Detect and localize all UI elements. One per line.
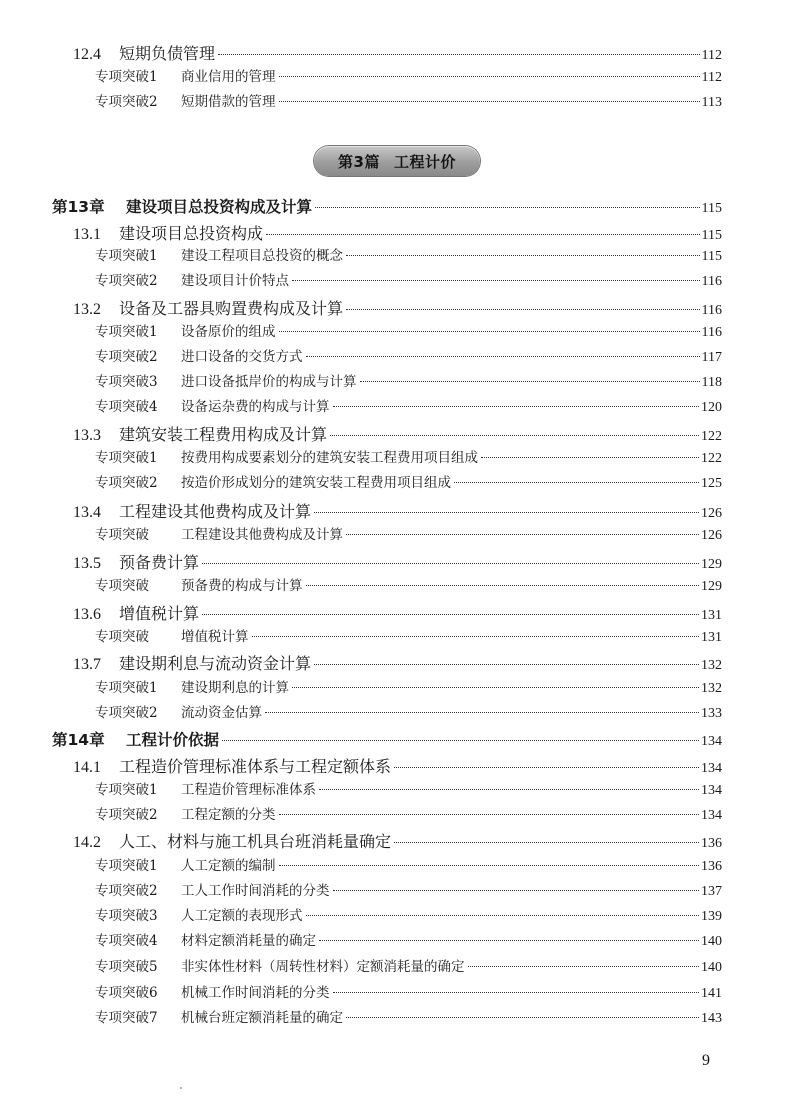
toc-dot-leader bbox=[319, 940, 699, 941]
toc-entry-topic bbox=[95, 935, 722, 949]
toc-entry-title: 预备费的构成与计算 bbox=[181, 578, 303, 594]
toc-entry-page: 118 bbox=[701, 375, 722, 390]
toc-entry-title: 建筑安装工程费用构成及计算 bbox=[119, 425, 328, 444]
toc-entry-title: 增值税计算 bbox=[181, 629, 249, 645]
toc-entry-page: 116 bbox=[701, 325, 722, 340]
toc-entry-topic bbox=[95, 376, 722, 390]
toc-entry-number: 专项突破2 bbox=[95, 349, 158, 365]
toc-entry-topic bbox=[95, 987, 722, 1001]
toc-entry-number: 专项突破2 bbox=[95, 94, 158, 110]
toc-entry-number: 专项突破3 bbox=[95, 908, 158, 924]
toc-entry-title: 工程定额的分类 bbox=[181, 807, 276, 823]
toc-entry-number: 专项突破6 bbox=[95, 985, 158, 1001]
toc-entry-title: 设备原价的组成 bbox=[181, 324, 276, 340]
toc-entry-page: 134 bbox=[701, 783, 722, 798]
toc-dot-leader bbox=[314, 512, 699, 513]
toc-entry-title: 建设工程项目总投资的概念 bbox=[181, 248, 343, 264]
toc-entry-title: 工程造价管理标准体系 bbox=[181, 782, 316, 798]
toc-entry-number: 专项突破1 bbox=[95, 248, 158, 264]
toc-entry-page: 131 bbox=[701, 630, 722, 645]
toc-entry-topic bbox=[95, 784, 722, 798]
toc-entry-section bbox=[73, 834, 722, 851]
toc-entry-page: 113 bbox=[701, 95, 722, 110]
toc-dot-leader bbox=[279, 814, 700, 815]
toc-entry-number: 13.5 bbox=[73, 555, 101, 572]
toc-entry-title: 短期借款的管理 bbox=[181, 94, 276, 110]
toc-entry-title: 建设项目总投资构成 bbox=[119, 224, 264, 243]
toc-entry-page: 141 bbox=[701, 986, 722, 1001]
toc-entry-page: 116 bbox=[701, 303, 722, 318]
toc-entry-number: 专项突破1 bbox=[95, 450, 158, 466]
toc-entry-title: 工程建设其他费构成及计算 bbox=[119, 502, 312, 521]
toc-entry-section bbox=[73, 226, 722, 243]
toc-entry-topic bbox=[95, 860, 722, 874]
toc-dot-leader bbox=[315, 207, 700, 208]
toc-entry-number: 专项突破7 bbox=[95, 1010, 158, 1026]
toc-entry-title: 商业信用的管理 bbox=[181, 69, 276, 85]
toc-entry-page: 132 bbox=[701, 658, 722, 673]
toc-dot-leader bbox=[202, 563, 699, 564]
toc-entry-topic bbox=[95, 707, 722, 721]
part-banner-title: 工程计价 bbox=[393, 152, 456, 171]
toc-entry-title: 人工定额的表现形式 bbox=[181, 908, 303, 924]
toc-entry-title: 按费用构成要素划分的建筑安装工程费用项目组成 bbox=[181, 450, 478, 466]
toc-entry-page: 115 bbox=[701, 249, 722, 264]
toc-entry-number: 专项突破2 bbox=[95, 705, 158, 721]
toc-entry-page: 117 bbox=[701, 350, 722, 365]
toc-dot-leader bbox=[202, 614, 699, 615]
toc-entry-number: 第14章 bbox=[52, 731, 105, 749]
toc-entry-title: 机械台班定额消耗量的确定 bbox=[181, 1010, 343, 1026]
toc-entry-title: 工程造价管理标准体系与工程定额体系 bbox=[119, 757, 392, 776]
toc-dot-leader bbox=[468, 966, 700, 967]
toc-entry-title: 预备费计算 bbox=[119, 553, 200, 572]
toc-entry-number: 专项突破1 bbox=[95, 858, 158, 874]
toc-entry-page: 115 bbox=[701, 201, 722, 216]
toc-entry-number: 13.2 bbox=[73, 301, 101, 318]
toc-entry-title: 工人工作时间消耗的分类 bbox=[181, 883, 330, 899]
toc-entry-number: 14.1 bbox=[73, 759, 101, 776]
toc-entry-number: 专项突破2 bbox=[95, 273, 158, 289]
toc-entry-topic bbox=[95, 580, 722, 594]
toc-entry-number: 专项突破3 bbox=[95, 374, 158, 390]
toc-dot-leader bbox=[481, 457, 699, 458]
toc-entry-number: 12.4 bbox=[73, 46, 101, 63]
toc-entry-topic bbox=[95, 275, 722, 289]
toc-entry-page: 134 bbox=[701, 761, 722, 776]
toc-entry-number: 专项突破1 bbox=[95, 680, 158, 696]
toc-entry-number: 专项突破1 bbox=[95, 324, 158, 340]
toc-entry-title: 人工定额的编制 bbox=[181, 858, 276, 874]
toc-dot-leader bbox=[222, 740, 699, 741]
toc-dot-leader bbox=[360, 381, 700, 382]
toc-entry-topic bbox=[95, 351, 722, 365]
toc-entry-topic bbox=[95, 96, 722, 110]
toc-entry-number: 专项突破5 bbox=[95, 959, 158, 975]
toc-entry-page: 134 bbox=[701, 734, 722, 749]
toc-entry-title: 进口设备的交货方式 bbox=[181, 349, 303, 365]
toc-dot-leader bbox=[279, 331, 700, 332]
toc-dot-leader bbox=[333, 890, 700, 891]
toc-entry-title: 建设期利息的计算 bbox=[181, 680, 289, 696]
toc-entry-number: 13.6 bbox=[73, 606, 101, 623]
toc-entry-title: 建设期利息与流动资金计算 bbox=[119, 654, 312, 673]
toc-entry-page: 126 bbox=[701, 506, 722, 521]
toc-entry-title: 短期负债管理 bbox=[119, 44, 216, 63]
toc-dot-leader bbox=[333, 406, 700, 407]
toc-entry-title: 建设项目计价特点 bbox=[181, 273, 289, 289]
toc-entry-page: 120 bbox=[701, 400, 722, 415]
toc-entry-topic bbox=[95, 961, 722, 975]
toc-entry-number: 专项突破1 bbox=[95, 782, 158, 798]
toc-entry-title: 流动资金估算 bbox=[181, 705, 262, 721]
toc-dot-leader bbox=[333, 992, 700, 993]
toc-entry-number: 13.7 bbox=[73, 656, 101, 673]
part-banner bbox=[314, 146, 480, 176]
toc-entry-page: 134 bbox=[701, 808, 722, 823]
toc-entry-number: 专项突破 bbox=[95, 527, 149, 543]
toc-entry-chapter bbox=[52, 733, 722, 749]
toc-entry-number: 13.1 bbox=[73, 226, 101, 243]
toc-entry-page: 115 bbox=[701, 228, 722, 243]
toc-entry-title: 设备运杂费的构成与计算 bbox=[181, 399, 330, 415]
toc-entry-title: 增值税计算 bbox=[119, 604, 200, 623]
toc-entry-title: 工程计价依据 bbox=[126, 731, 220, 749]
toc-entry-page: 143 bbox=[701, 1011, 722, 1026]
toc-entry-number: 专项突破4 bbox=[95, 933, 158, 949]
toc-entry-page: 139 bbox=[701, 909, 722, 924]
toc-entry-title: 非实体性材料（周转性材料）定额消耗量的确定 bbox=[181, 959, 465, 975]
toc-entry-page: 112 bbox=[701, 48, 722, 63]
scan-speck bbox=[180, 1087, 182, 1089]
toc-dot-leader bbox=[265, 712, 699, 713]
toc-dot-leader bbox=[454, 482, 699, 483]
toc-entry-section bbox=[73, 504, 722, 521]
toc-entry-section bbox=[73, 427, 722, 444]
toc-dot-leader bbox=[319, 789, 699, 790]
toc-entry-page: 129 bbox=[701, 557, 722, 572]
toc-entry-page: 137 bbox=[701, 884, 722, 899]
toc-dot-leader bbox=[394, 767, 699, 768]
toc-dot-leader bbox=[346, 255, 700, 256]
toc-entry-page: 122 bbox=[701, 429, 722, 444]
toc-entry-title: 机械工作时间消耗的分类 bbox=[181, 985, 330, 1001]
toc-entry-section bbox=[73, 759, 722, 776]
toc-entry-topic bbox=[95, 682, 722, 696]
toc-dot-leader bbox=[279, 865, 700, 866]
toc-entry-topic bbox=[95, 250, 722, 264]
toc-entry-section bbox=[73, 606, 722, 623]
toc-dot-leader bbox=[266, 234, 700, 235]
toc-entry-topic bbox=[95, 1012, 722, 1026]
toc-entry-title: 工程建设其他费构成及计算 bbox=[181, 527, 343, 543]
toc-entry-title: 按造价形成划分的建筑安装工程费用项目组成 bbox=[181, 475, 451, 491]
toc-dot-leader bbox=[314, 664, 699, 665]
toc-entry-topic bbox=[95, 452, 722, 466]
toc-entry-number: 专项突破 bbox=[95, 629, 149, 645]
toc-entry-page: 122 bbox=[701, 451, 722, 466]
toc-entry-topic bbox=[95, 401, 722, 415]
toc-dot-leader bbox=[292, 280, 700, 281]
toc-entry-title: 设备及工器具购置费构成及计算 bbox=[119, 299, 344, 318]
toc-entry-title: 材料定额消耗量的确定 bbox=[181, 933, 316, 949]
toc-entry-topic bbox=[95, 885, 722, 899]
toc-entry-page: 136 bbox=[701, 836, 722, 851]
toc-entry-page: 140 bbox=[701, 960, 722, 975]
toc-entry-topic bbox=[95, 631, 722, 645]
toc-entry-page: 133 bbox=[701, 706, 722, 721]
toc-entry-page: 125 bbox=[701, 476, 722, 491]
toc-entry-number: 专项突破1 bbox=[95, 69, 158, 85]
toc-dot-leader bbox=[279, 101, 700, 102]
toc-entry-number: 专项突破2 bbox=[95, 883, 158, 899]
toc-entry-topic bbox=[95, 529, 722, 543]
part-banner-number: 第3篇 bbox=[338, 152, 380, 171]
toc-entry-section bbox=[73, 555, 722, 572]
toc-entry-number: 14.2 bbox=[73, 834, 101, 851]
toc-entry-topic bbox=[95, 910, 722, 924]
toc-entry-topic bbox=[95, 477, 722, 491]
toc-dot-leader bbox=[218, 54, 700, 55]
toc-entry-section bbox=[73, 46, 722, 63]
toc-entry-title: 人工、材料与施工机具台班消耗量确定 bbox=[119, 832, 392, 851]
toc-entry-page: 140 bbox=[701, 934, 722, 949]
toc-dot-leader bbox=[394, 842, 699, 843]
toc-entry-number: 专项突破4 bbox=[95, 399, 158, 415]
page-number: 9 bbox=[702, 1052, 710, 1069]
toc-entry-page: 132 bbox=[701, 681, 722, 696]
toc-dot-leader bbox=[292, 687, 699, 688]
toc-entry-topic bbox=[95, 71, 722, 85]
toc-entry-section bbox=[73, 656, 722, 673]
toc-entry-number: 专项突破2 bbox=[95, 807, 158, 823]
toc-entry-page: 129 bbox=[701, 579, 722, 594]
toc-entry-number: 第13章 bbox=[52, 198, 105, 216]
toc-dot-leader bbox=[306, 356, 700, 357]
toc-entry-topic bbox=[95, 326, 722, 340]
toc-dot-leader bbox=[279, 76, 700, 77]
toc-dot-leader bbox=[306, 585, 700, 586]
toc-dot-leader bbox=[346, 534, 699, 535]
toc-entry-chapter bbox=[52, 200, 722, 216]
toc-dot-leader bbox=[346, 1017, 699, 1018]
toc-dot-leader bbox=[346, 309, 700, 310]
toc-entry-topic bbox=[95, 809, 722, 823]
toc-dot-leader bbox=[252, 636, 700, 637]
toc-entry-number: 13.3 bbox=[73, 427, 101, 444]
toc-entry-number: 13.4 bbox=[73, 504, 101, 521]
toc-entry-page: 136 bbox=[701, 859, 722, 874]
toc-entry-page: 112 bbox=[701, 70, 722, 85]
toc-dot-leader bbox=[306, 915, 700, 916]
toc-entry-page: 126 bbox=[701, 528, 722, 543]
toc-entry-section bbox=[73, 301, 722, 318]
toc-entry-page: 116 bbox=[701, 274, 722, 289]
toc-entry-number: 专项突破 bbox=[95, 578, 149, 594]
toc-entry-title: 建设项目总投资构成及计算 bbox=[126, 198, 313, 216]
toc-dot-leader bbox=[330, 435, 699, 436]
toc-entry-page: 131 bbox=[701, 608, 722, 623]
toc-entry-title: 进口设备抵岸价的构成与计算 bbox=[181, 374, 357, 390]
toc-entry-number: 专项突破2 bbox=[95, 475, 158, 491]
